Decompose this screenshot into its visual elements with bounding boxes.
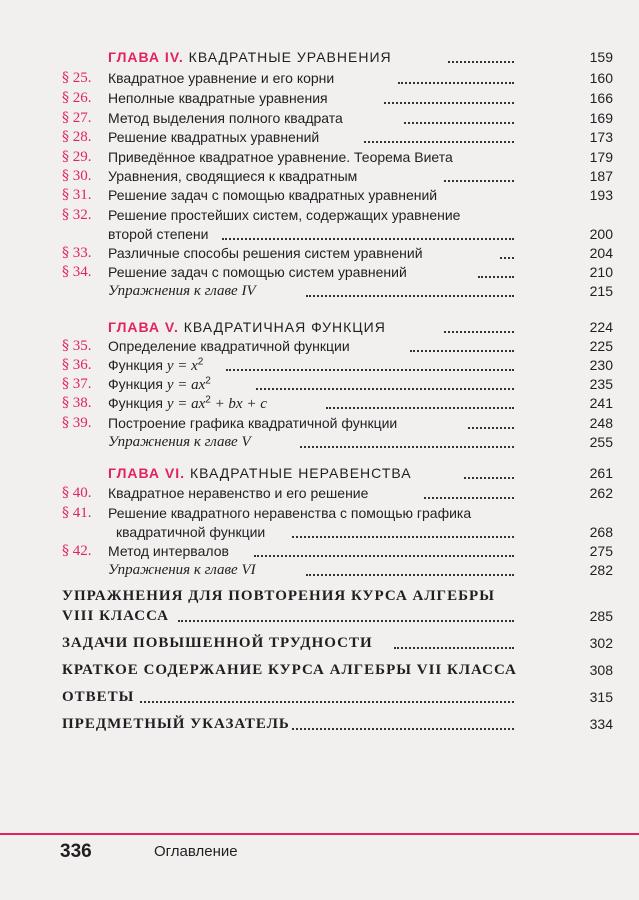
toc-entry[interactable] bbox=[0, 541, 639, 561]
entry-title: Упражнения к главе IV bbox=[108, 283, 256, 299]
leader-dots bbox=[448, 47, 514, 63]
page-number: 241 bbox=[589, 395, 613, 411]
page-number: 193 bbox=[589, 187, 613, 203]
chapter-title: КВАДРАТНЫЕ УРАВНЕНИЯ bbox=[188, 49, 392, 65]
entry-title: Функция $y = ax^2$ bbox=[108, 375, 211, 393]
toc-appendix-index[interactable] bbox=[0, 714, 639, 734]
toc-entry[interactable] bbox=[0, 185, 639, 205]
entry-title: Метод выделения полного квадрата bbox=[108, 110, 343, 126]
section-number: § 27. bbox=[62, 110, 92, 126]
section-number: § 25. bbox=[62, 70, 92, 86]
toc-entry[interactable] bbox=[0, 108, 639, 128]
leader-dots bbox=[178, 606, 514, 622]
entry-title: Упражнения к главе V bbox=[108, 434, 251, 450]
toc-appendix-review[interactable] bbox=[0, 586, 639, 606]
page-number: 215 bbox=[589, 283, 613, 299]
entry-title: Приведённое квадратное уравнение. Теорема Виета bbox=[108, 149, 453, 165]
leader-dots bbox=[394, 633, 514, 649]
entry-title: УПРАЖНЕНИЯ ДЛЯ ПОВТОРЕНИЯ КУРСА АЛГЕБРЫ bbox=[62, 588, 495, 604]
leader-dots bbox=[500, 243, 514, 259]
page-number: 179 bbox=[589, 149, 613, 165]
page-number: 210 bbox=[589, 264, 613, 280]
leader-dots bbox=[292, 714, 514, 730]
formula: y = ax bbox=[166, 396, 206, 412]
leader-dots bbox=[306, 281, 514, 297]
toc-entry[interactable] bbox=[0, 374, 639, 394]
section-number: § 37. bbox=[62, 376, 92, 392]
toc-entry[interactable] bbox=[0, 262, 639, 282]
entry-title: квадратичной функции bbox=[116, 524, 266, 540]
leader-dots bbox=[468, 413, 514, 429]
entry-title: второй степени bbox=[108, 226, 209, 242]
entry-title: КРАТКОЕ СОДЕРЖАНИЕ КУРСА АЛГЕБРЫ VII КЛАССА bbox=[62, 662, 517, 678]
entry-title: Функция $y = x^2$ bbox=[108, 356, 204, 374]
entry-title: Метод интервалов bbox=[108, 543, 229, 559]
toc-entry[interactable] bbox=[0, 503, 639, 523]
toc-appendix-summary[interactable] bbox=[0, 660, 639, 680]
page-number: 169 bbox=[589, 110, 613, 126]
leader-dots bbox=[292, 522, 514, 538]
chapter-title: КВАДРАТНЫЕ НЕРАВЕНСТВА bbox=[189, 465, 412, 481]
chapter-6-heading[interactable] bbox=[0, 463, 639, 483]
leader-dots bbox=[326, 393, 514, 409]
section-number: § 30. bbox=[62, 168, 92, 184]
leader-dots bbox=[444, 166, 514, 182]
toc-appendix-hard[interactable] bbox=[0, 633, 639, 653]
page-number: 275 bbox=[589, 543, 613, 559]
entry-title: Различные способы решения систем уравнений bbox=[108, 245, 423, 261]
leader-dots bbox=[478, 262, 514, 278]
section-number: § 33. bbox=[62, 245, 92, 261]
toc-entry[interactable] bbox=[0, 483, 639, 503]
page-number: 282 bbox=[589, 562, 613, 578]
footer-page-number: 336 bbox=[60, 841, 92, 862]
leader-dots bbox=[306, 560, 514, 576]
chapter-4-heading[interactable] bbox=[0, 47, 639, 67]
page-number: 308 bbox=[589, 662, 613, 678]
entry-title: Решение квадратного неравенства с помощью графика bbox=[108, 505, 472, 521]
entry-title: Решение простейших систем, содержащих уравнение bbox=[108, 207, 461, 223]
toc-entry[interactable] bbox=[0, 68, 639, 88]
toc-entry[interactable] bbox=[0, 147, 639, 167]
page-number: 160 bbox=[589, 70, 613, 86]
chapter-label: ГЛАВА V. bbox=[108, 319, 179, 335]
section-number: § 38. bbox=[62, 395, 92, 411]
leader-dots bbox=[410, 336, 514, 352]
entry-title: Неполные квадратные уравнения bbox=[108, 90, 328, 106]
section-number: § 41. bbox=[62, 505, 92, 521]
toc-exercises[interactable] bbox=[0, 560, 639, 580]
leader-dots bbox=[398, 68, 514, 84]
section-number: § 32. bbox=[62, 207, 92, 223]
page-number: 261 bbox=[589, 465, 613, 481]
page-number: 200 bbox=[589, 226, 613, 242]
page-number: 235 bbox=[589, 376, 613, 392]
toc-entry[interactable] bbox=[0, 355, 639, 375]
footer-section-title: Оглавление bbox=[154, 843, 238, 860]
toc-entry[interactable] bbox=[0, 336, 639, 356]
leader-dots bbox=[226, 355, 514, 371]
page-number: 262 bbox=[589, 485, 613, 501]
entry-title: ОТВЕТЫ bbox=[62, 689, 135, 705]
page-number: 159 bbox=[589, 49, 613, 65]
toc-entry[interactable] bbox=[0, 127, 639, 147]
formula: y = ax bbox=[166, 377, 206, 393]
entry-title: Решение задач с помощью систем уравнений bbox=[108, 264, 407, 280]
toc-appendix-review-continuation[interactable] bbox=[0, 606, 639, 626]
page-number: 268 bbox=[589, 524, 613, 540]
toc-entry[interactable] bbox=[0, 243, 639, 263]
section-number: § 26. bbox=[62, 90, 92, 106]
leader-dots bbox=[254, 541, 514, 557]
section-number: § 39. bbox=[62, 415, 92, 431]
section-number: § 34. bbox=[62, 264, 92, 280]
entry-title: Определение квадратичной функции bbox=[108, 338, 350, 354]
page-number: 224 bbox=[589, 319, 613, 335]
toc-entry-continuation[interactable] bbox=[0, 522, 639, 542]
entry-title: Уравнения, сводящиеся к квадратным bbox=[108, 168, 358, 184]
page-number: 285 bbox=[589, 608, 613, 624]
entry-title: Решение квадратных уравнений bbox=[108, 129, 320, 145]
page-number: 187 bbox=[589, 168, 613, 184]
leader-dots bbox=[424, 483, 514, 499]
leader-dots bbox=[300, 432, 514, 448]
entry-title: Построение графика квадратичной функции bbox=[108, 415, 398, 431]
section-number: § 36. bbox=[62, 357, 92, 373]
toc-entry-continuation[interactable] bbox=[0, 224, 639, 244]
section-number: § 29. bbox=[62, 149, 92, 165]
toc-entry[interactable] bbox=[0, 393, 639, 413]
page-number: 173 bbox=[589, 129, 613, 145]
entry-title: Квадратное уравнение и его корни bbox=[108, 70, 335, 86]
page-number: 225 bbox=[589, 338, 613, 354]
footer-rule bbox=[0, 833, 639, 835]
entry-title: Решение задач с помощью квадратных уравнений bbox=[108, 187, 438, 203]
leader-dots bbox=[404, 108, 514, 124]
entry-title: Квадратное неравенство и его решение bbox=[108, 485, 369, 501]
section-number: § 40. bbox=[62, 485, 92, 501]
page-number: 334 bbox=[589, 716, 613, 732]
leader-dots bbox=[140, 687, 514, 703]
chapter-label: ГЛАВА IV. bbox=[108, 49, 184, 65]
entry-title: VIII КЛАССА bbox=[62, 608, 169, 624]
section-number: § 31. bbox=[62, 187, 92, 203]
leader-dots bbox=[364, 127, 514, 143]
section-number: § 28. bbox=[62, 129, 92, 145]
formula: y = x bbox=[166, 358, 198, 374]
toc-entry[interactable] bbox=[0, 413, 639, 433]
leader-dots bbox=[464, 463, 514, 479]
entry-title: Упражнения к главе VI bbox=[108, 562, 256, 578]
leader-dots bbox=[444, 317, 514, 333]
section-number: § 35. bbox=[62, 338, 92, 354]
toc-exercises[interactable] bbox=[0, 281, 639, 301]
section-number: § 42. bbox=[62, 543, 92, 559]
toc-entry[interactable] bbox=[0, 88, 639, 108]
leader-dots bbox=[222, 224, 514, 240]
page-number: 255 bbox=[589, 434, 613, 450]
entry-title: Функция $y = ax^2$ + bx + c bbox=[108, 394, 267, 412]
page-number: 248 bbox=[589, 415, 613, 431]
page-number: 166 bbox=[589, 90, 613, 106]
toc-entry[interactable] bbox=[0, 166, 639, 186]
toc-exercises[interactable] bbox=[0, 432, 639, 452]
leader-dots bbox=[384, 88, 514, 104]
page-number: 230 bbox=[589, 357, 613, 373]
toc-appendix-answers[interactable] bbox=[0, 687, 639, 707]
page-number: 204 bbox=[589, 245, 613, 261]
chapter-5-heading[interactable] bbox=[0, 317, 639, 337]
entry-title: ПРЕДМЕТНЫЙ УКАЗАТЕЛЬ bbox=[62, 716, 290, 732]
toc-entry[interactable] bbox=[0, 205, 639, 225]
entry-title: ЗАДАЧИ ПОВЫШЕННОЙ ТРУДНОСТИ bbox=[62, 635, 373, 651]
leader-dots bbox=[256, 374, 514, 390]
page-number: 315 bbox=[589, 689, 613, 705]
page-number: 302 bbox=[589, 635, 613, 651]
chapter-label: ГЛАВА VI. bbox=[108, 465, 186, 481]
chapter-title: КВАДРАТИЧНАЯ ФУНКЦИЯ bbox=[183, 319, 386, 335]
